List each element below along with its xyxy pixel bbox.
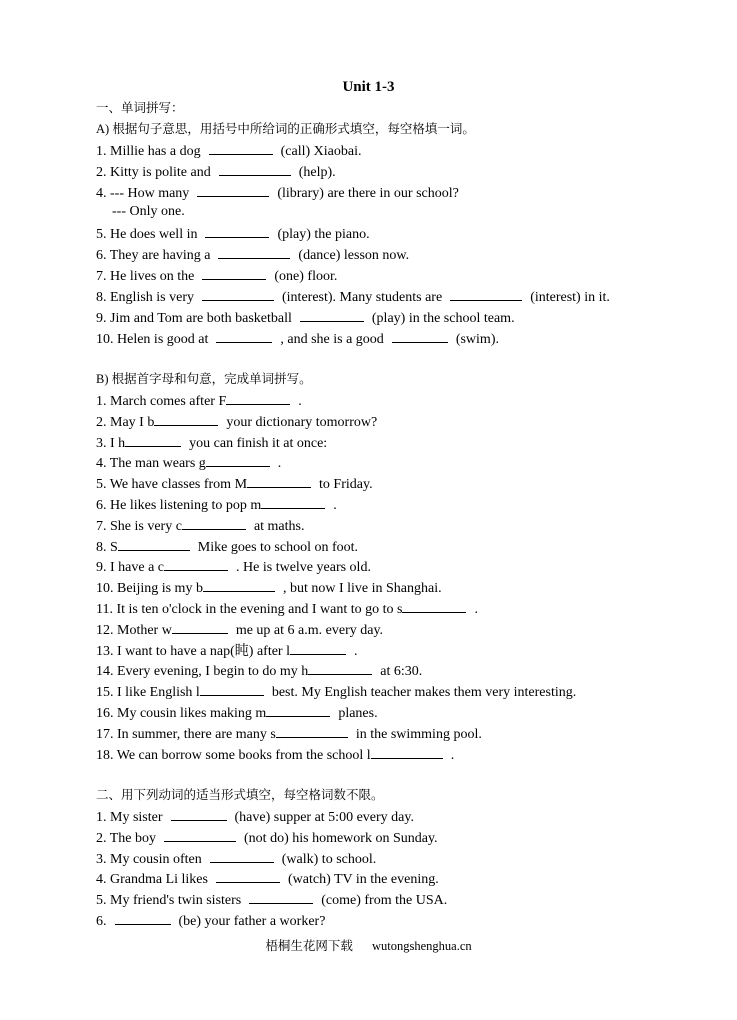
item-text: (come) from the USA. — [321, 893, 448, 908]
partB-item — [96, 474, 373, 494]
item-text: 4. --- How many — [96, 186, 190, 201]
item-text: best. My English teacher makes them very interesting. — [271, 685, 577, 700]
partB-item — [96, 391, 302, 411]
item-text: 17. In summer, there are many s — [96, 727, 276, 742]
answer-blank[interactable] — [202, 266, 266, 280]
partB-item — [96, 682, 576, 702]
item-text: 10. Helen is good at — [96, 332, 209, 347]
partB-item — [96, 745, 454, 765]
answer-blank[interactable] — [392, 329, 448, 343]
answer-blank[interactable] — [125, 433, 181, 447]
item-text: planes. — [338, 706, 378, 721]
item-text: (play) in the school team. — [371, 311, 515, 326]
item-text: (not do) his homework on Sunday. — [244, 831, 438, 846]
item-text: 16. My cousin likes making m — [96, 706, 267, 721]
partB-item — [96, 724, 482, 744]
item-text: 4. Grandma Li likes — [96, 872, 208, 887]
answer-blank[interactable] — [203, 578, 275, 592]
item-text: , but now I live in Shanghai. — [282, 581, 442, 596]
item-text: 6. He likes listening to pop m — [96, 498, 262, 513]
item-text: 13. I want to have a nap(盹) after l — [96, 644, 290, 659]
answer-blank[interactable] — [209, 141, 273, 155]
footer-site-name: 梧桐生花网下载 — [265, 939, 353, 953]
partA-item — [96, 183, 459, 203]
answer-blank[interactable] — [197, 183, 269, 197]
section2-item — [96, 807, 414, 827]
section1-heading: 一、单词拼写： — [96, 101, 184, 115]
answer-blank[interactable] — [115, 911, 171, 925]
answer-blank[interactable] — [371, 745, 443, 759]
footer-site-url: wutongshenghua.cn — [372, 939, 472, 953]
item-text: (help). — [298, 165, 336, 180]
partA-item — [96, 162, 336, 182]
item-text: (have) supper at 5:00 every day. — [234, 810, 414, 825]
item-text: (library) are there in our school? — [277, 186, 459, 201]
item-text: 12. Mother w — [96, 623, 172, 638]
item-text: (dance) lesson now. — [298, 248, 410, 263]
answer-blank[interactable] — [171, 807, 227, 821]
item-text: 6. They are having a — [96, 248, 211, 263]
item-text: 2. May I b — [96, 415, 155, 430]
answer-blank[interactable] — [249, 890, 313, 904]
section2-item — [96, 911, 325, 931]
partB-item — [96, 703, 378, 723]
item-text: to Friday. — [319, 477, 373, 492]
item-text: . He is twelve years old. — [236, 560, 371, 575]
item-text: Mike goes to school on foot. — [197, 540, 359, 555]
item-text: (be) your father a worker? — [178, 914, 326, 929]
item-text: 14. Every evening, I begin to do my h — [96, 664, 309, 679]
item-text: . — [298, 394, 302, 409]
answer-blank[interactable] — [205, 224, 269, 238]
partA-item — [96, 245, 409, 265]
answer-blank[interactable] — [202, 287, 274, 301]
partA-item — [96, 308, 515, 328]
item-text: 2. Kitty is polite and — [96, 165, 211, 180]
answer-blank[interactable] — [247, 474, 311, 488]
answer-blank[interactable] — [118, 537, 190, 551]
item-text: 7. He lives on the — [96, 269, 195, 284]
answer-blank[interactable] — [300, 308, 364, 322]
item-text: 1. March comes after F — [96, 394, 227, 409]
item-text: (call) Xiaobai. — [280, 144, 362, 159]
item-text: (interest). Many students are — [282, 290, 443, 305]
section2-item — [96, 849, 376, 869]
item-text: 8. English is very — [96, 290, 194, 305]
item-text: (play) the piano. — [277, 227, 370, 242]
section2-item — [96, 890, 447, 910]
partB-item — [96, 495, 337, 515]
answer-blank[interactable] — [450, 287, 522, 301]
item-text: 9. I have a c — [96, 560, 165, 575]
item-text: 10. Beijing is my b — [96, 581, 203, 596]
partB-item — [96, 620, 383, 640]
item-text: (interest) in it. — [530, 290, 610, 305]
partB-item — [96, 453, 281, 473]
item-text: 5. We have classes from M — [96, 477, 248, 492]
partA-item — [96, 266, 337, 286]
answer-blank[interactable] — [276, 724, 348, 738]
partB-item — [96, 516, 304, 536]
item-text: (walk) to school. — [281, 852, 377, 867]
item-text: 4. The man wears g — [96, 456, 206, 471]
section2-heading: 二、用下列动词的适当形式填空，每空格词数不限。 — [96, 788, 384, 802]
answer-blank[interactable] — [182, 516, 246, 530]
partA-item — [96, 224, 370, 244]
item-text: 9. Jim and Tom are both basketball — [96, 311, 292, 326]
footer — [0, 938, 737, 954]
item-text: 18. We can borrow some books from the school l — [96, 748, 371, 763]
item-text: 11. It is ten o'clock in the evening and I want to go to s — [96, 602, 403, 617]
answer-blank[interactable] — [219, 162, 291, 176]
answer-blank[interactable] — [206, 453, 270, 467]
answer-blank[interactable] — [261, 495, 325, 509]
answer-blank[interactable] — [164, 828, 236, 842]
answer-blank[interactable] — [216, 869, 280, 883]
item-text: you can finish it at once: — [189, 436, 328, 451]
answer-blank[interactable] — [154, 412, 218, 426]
answer-blank[interactable] — [210, 849, 274, 863]
answer-blank[interactable] — [290, 641, 346, 655]
item-text: (swim). — [455, 332, 499, 347]
item-text: 5. My friend's twin sisters — [96, 893, 242, 908]
partB-item — [96, 578, 442, 598]
item-text: 3. I h — [96, 436, 126, 451]
item-text: at maths. — [253, 519, 305, 534]
item-text: (one) floor. — [274, 269, 338, 284]
partA-item — [96, 141, 361, 161]
item-text: your dictionary tomorrow? — [226, 415, 378, 430]
partB-item — [96, 641, 357, 661]
answer-blank[interactable] — [266, 703, 330, 717]
item-text: (watch) TV in the evening. — [287, 872, 439, 887]
answer-blank[interactable] — [226, 391, 290, 405]
item-text: me up at 6 a.m. every day. — [235, 623, 384, 638]
item-text: at 6:30. — [380, 664, 423, 679]
section2-item — [96, 869, 439, 889]
item-text: 8. S — [96, 540, 118, 555]
answer-blank[interactable] — [218, 245, 290, 259]
item-text: , and she is a good — [280, 332, 384, 347]
answer-blank[interactable] — [402, 599, 466, 613]
partB-instruction: B) 根据首字母和句意，完成单词拼写。 — [96, 372, 312, 386]
partA-item — [112, 203, 185, 221]
item-text: . — [277, 456, 282, 471]
partB-item — [96, 557, 371, 577]
partB-item — [96, 412, 377, 432]
partB-item — [96, 537, 358, 557]
item-text: 3. My cousin often — [96, 852, 202, 867]
item-text: 15. I like English l — [96, 685, 200, 700]
partB-item — [96, 433, 327, 453]
item-text: . — [474, 602, 478, 617]
item-text: . — [333, 498, 337, 513]
partA-instruction: A) 根据句子意思，用括号中所给词的正确形式填空，每空格填一词。 — [96, 122, 475, 136]
partA-item — [96, 329, 499, 349]
answer-blank[interactable] — [308, 661, 372, 675]
section2-item — [96, 828, 438, 848]
item-text: . — [353, 644, 358, 659]
answer-blank[interactable] — [172, 620, 228, 634]
partB-item — [96, 661, 422, 681]
item-text: 7. She is very c — [96, 519, 182, 534]
item-text: in the swimming pool. — [355, 727, 482, 742]
item-text: 1. Millie has a dog — [96, 144, 201, 159]
item-text: 1. My sister — [96, 810, 163, 825]
item-text: . — [450, 748, 455, 763]
partB-item — [96, 599, 478, 619]
page-title: Unit 1-3 — [342, 79, 395, 95]
item-text: --- Only one. — [112, 204, 185, 219]
answer-blank[interactable] — [200, 682, 264, 696]
answer-blank[interactable] — [216, 329, 272, 343]
item-text: 6. — [96, 914, 107, 929]
answer-blank[interactable] — [164, 557, 228, 571]
item-text: 5. He does well in — [96, 227, 198, 242]
partA-item — [96, 287, 610, 307]
item-text: 2. The boy — [96, 831, 157, 846]
